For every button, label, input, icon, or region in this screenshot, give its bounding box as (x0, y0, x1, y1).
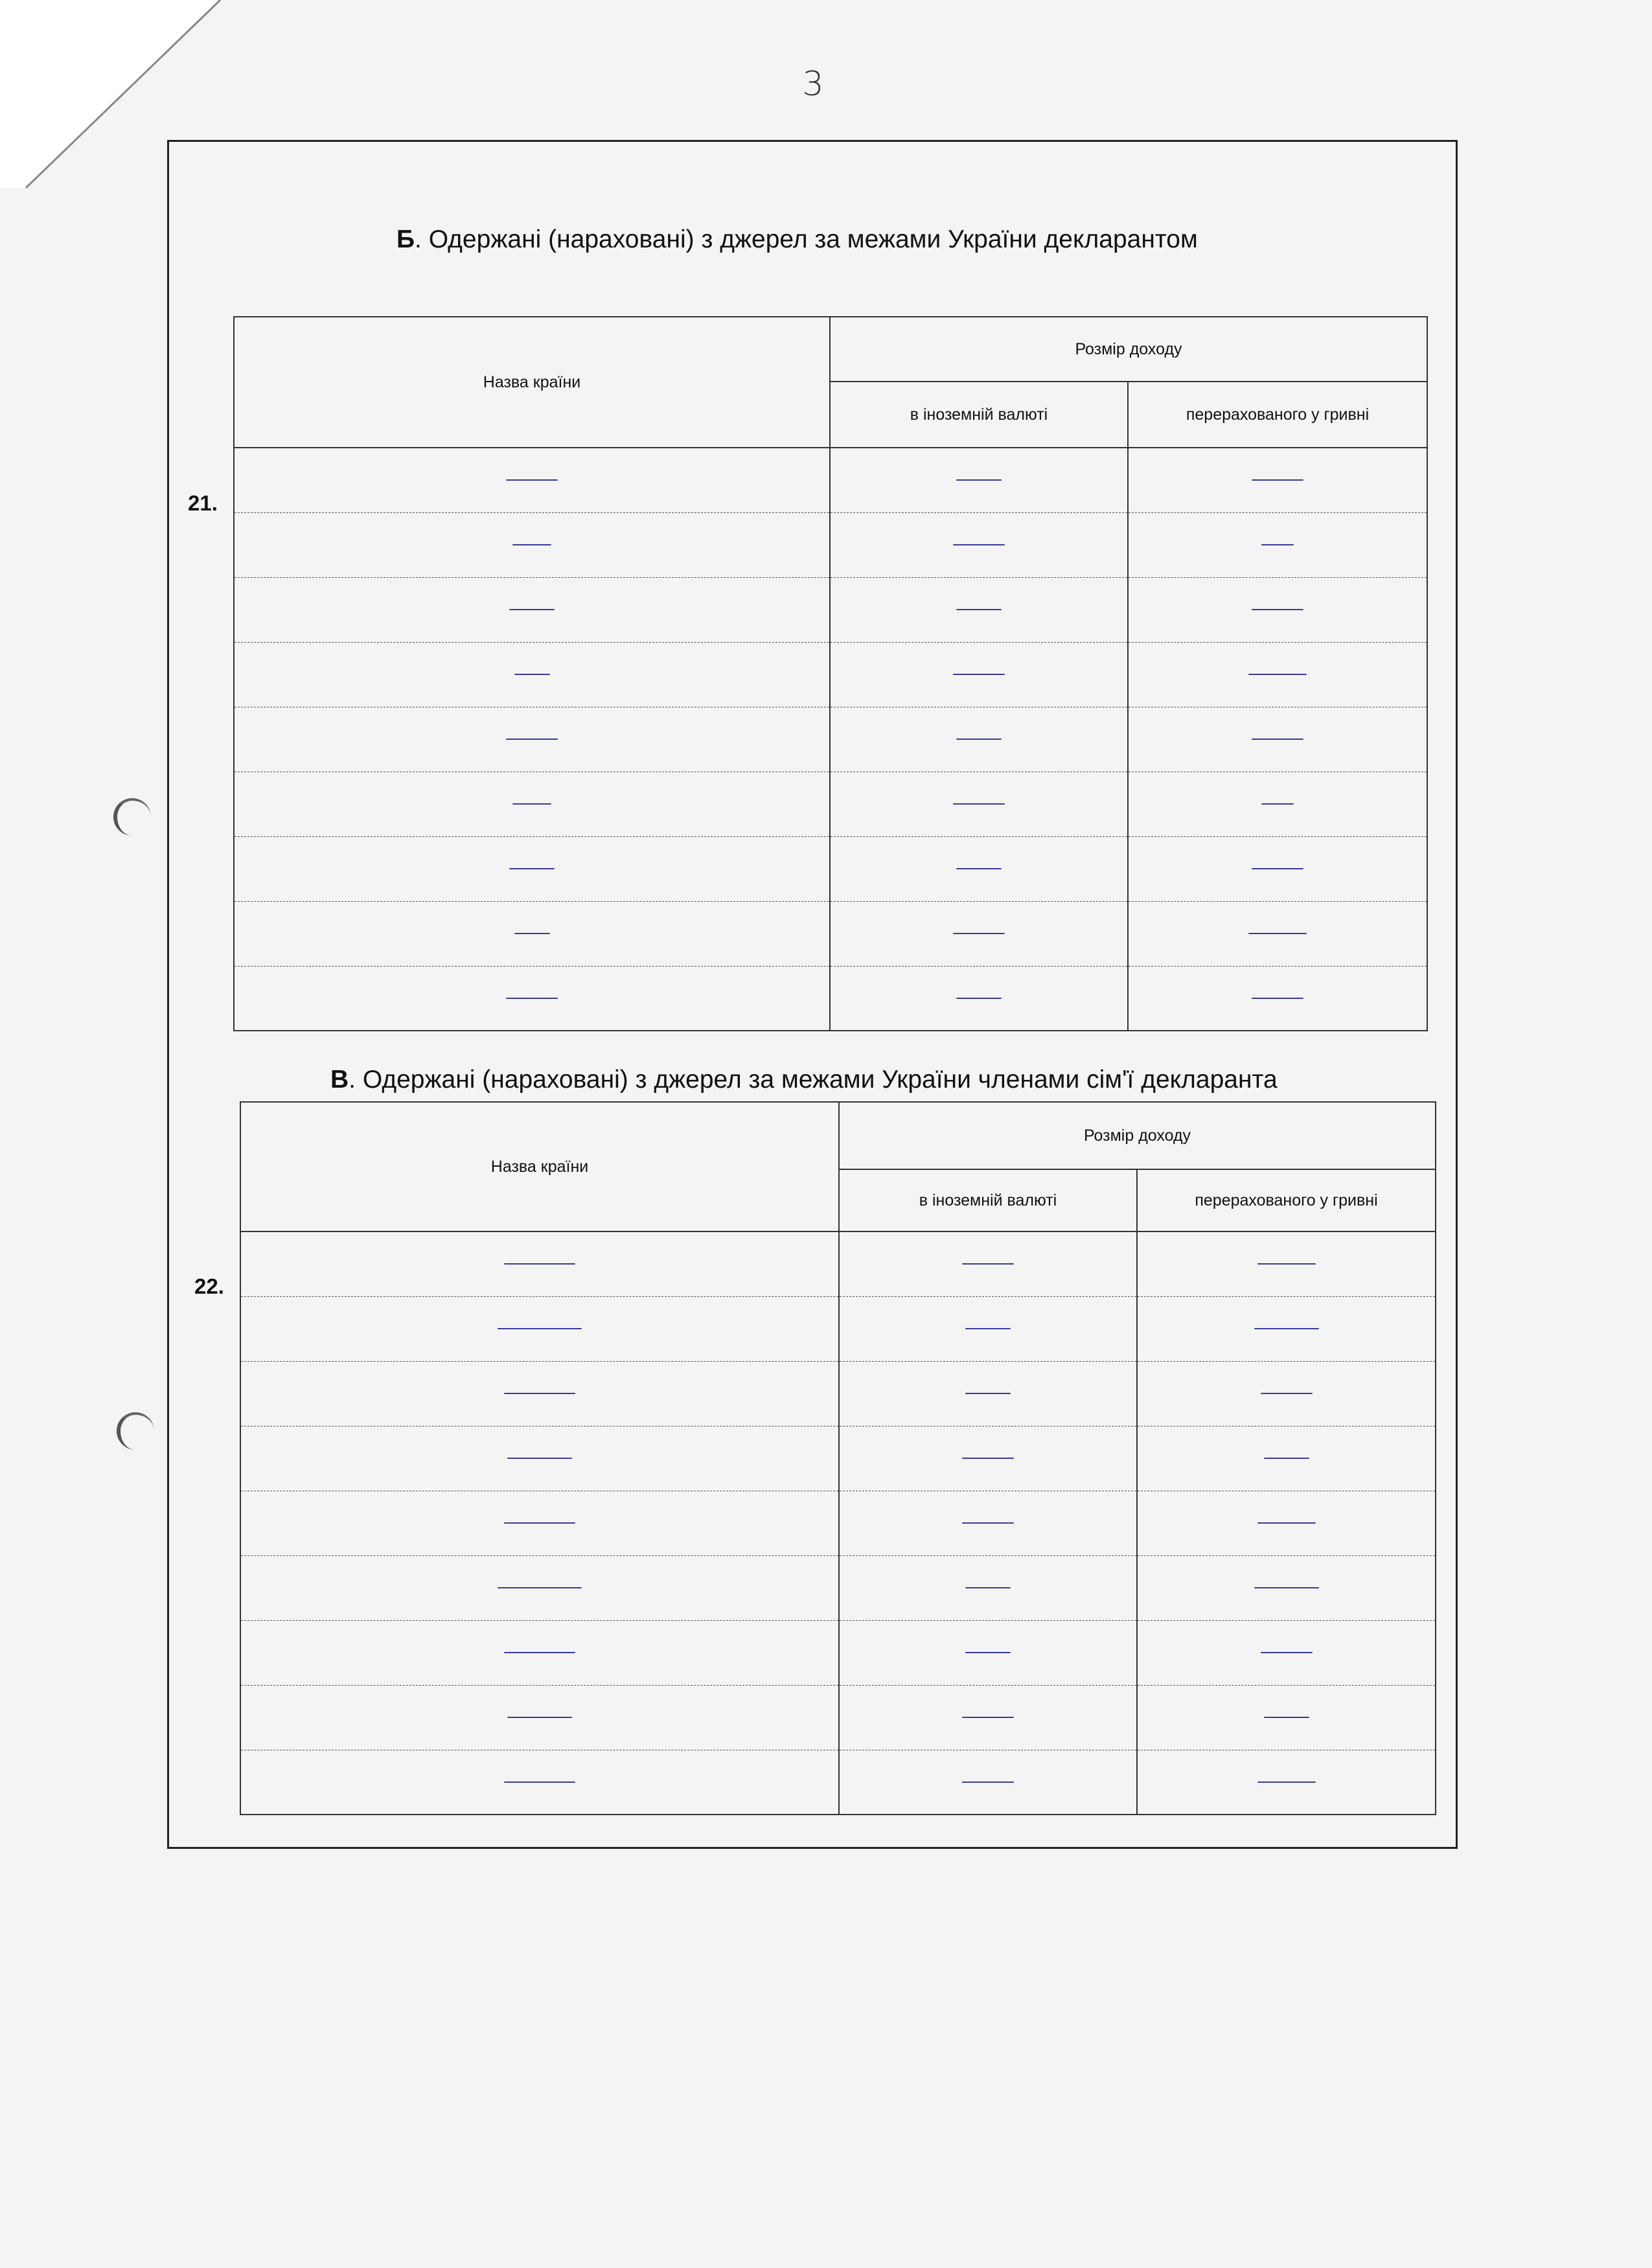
handwritten-dash (962, 1522, 1014, 1524)
foreign-currency-cell (839, 1555, 1137, 1620)
handwritten-dash (506, 739, 558, 740)
foreign-currency-cell (839, 1750, 1137, 1815)
handwritten-dash (504, 1652, 575, 1653)
handwritten-dash (504, 1263, 575, 1265)
handwritten-dash (507, 1717, 572, 1718)
handwritten-dash (965, 1652, 1011, 1653)
converted-uah-header: перерахованого у гривні (1137, 1169, 1436, 1231)
income-size-header: Розмір доходу (839, 1102, 1436, 1169)
handwritten-dash (1257, 1263, 1316, 1265)
table-row (234, 836, 1427, 901)
converted-uah-cell (1128, 966, 1427, 1031)
converted-uah-cell (1128, 707, 1427, 772)
handwritten-dash (1257, 1781, 1316, 1783)
handwritten-dash (504, 1781, 575, 1783)
handwritten-dash (962, 1717, 1014, 1718)
country-cell (240, 1426, 839, 1491)
handwritten-dash (962, 1458, 1014, 1459)
foreign-currency-cell (839, 1426, 1137, 1491)
table-row (234, 901, 1427, 966)
table-row (240, 1685, 1436, 1750)
handwritten-dash (498, 1587, 582, 1588)
table-row (240, 1296, 1436, 1361)
handwritten-dash (956, 739, 1002, 740)
handwritten-dash (962, 1263, 1014, 1265)
foreign-currency-cell (830, 836, 1128, 901)
table-row (234, 577, 1427, 642)
income-size-header: Розмір доходу (830, 317, 1427, 382)
handwritten-dash (1261, 1393, 1313, 1394)
converted-uah-cell (1128, 577, 1427, 642)
handwritten-dash (1264, 1717, 1309, 1718)
foreign-currency-cell (839, 1620, 1137, 1685)
handwritten-dash (1257, 1522, 1316, 1524)
handwritten-dash (514, 933, 550, 934)
handwritten-dash (965, 1393, 1011, 1394)
handwritten-dash (1248, 933, 1307, 934)
handwritten-dash (512, 544, 551, 545)
country-cell (240, 1231, 839, 1296)
table-row (234, 512, 1427, 577)
country-cell (240, 1555, 839, 1620)
table-row (234, 642, 1427, 707)
converted-uah-cell (1137, 1426, 1436, 1491)
foreign-currency-cell (830, 772, 1128, 836)
foreign-currency-cell (839, 1491, 1137, 1555)
table-row (240, 1750, 1436, 1815)
converted-uah-cell (1137, 1361, 1436, 1426)
foreign-currency-cell (830, 642, 1128, 707)
country-cell (234, 512, 830, 577)
handwritten-dash (953, 544, 1005, 545)
handwritten-dash (956, 998, 1002, 999)
handwritten-dash (1252, 868, 1303, 869)
country-cell (234, 642, 830, 707)
converted-uah-cell (1128, 901, 1427, 966)
section-c-table (240, 1101, 1436, 1815)
handwritten-dash (956, 609, 1002, 610)
handwritten-dash (1261, 803, 1294, 805)
section-b-table (233, 316, 1428, 1031)
section-c-title (330, 1066, 1278, 1094)
handwritten-dash (953, 933, 1005, 934)
table-row (240, 1231, 1436, 1296)
country-cell (234, 836, 830, 901)
handwritten-dash (509, 609, 555, 610)
table-row (234, 772, 1427, 836)
handwritten-dash (507, 1458, 572, 1459)
foreign-currency-cell (830, 577, 1128, 642)
section-c-title-text: . Одержані (нараховані) з джерел за межами України членами сім'ї декларанта (349, 1066, 1278, 1094)
handwritten-dash (514, 674, 550, 675)
country-cell (240, 1620, 839, 1685)
handwritten-dash (506, 479, 558, 481)
section-c-letter: В (330, 1066, 349, 1094)
country-cell (240, 1750, 839, 1815)
handwritten-dash (512, 803, 551, 805)
table-row (240, 1620, 1436, 1685)
row-number-22: 22. (194, 1274, 224, 1298)
handwritten-dash (1248, 674, 1307, 675)
foreign-currency-cell (839, 1685, 1137, 1750)
handwritten-dash (498, 1328, 582, 1329)
country-cell (234, 577, 830, 642)
converted-uah-cell (1128, 448, 1427, 512)
handwritten-dash (953, 803, 1005, 805)
section-b-title-text: . Одержані (нараховані) з джерел за межами України декларантом (415, 225, 1198, 253)
foreign-currency-cell (830, 448, 1128, 512)
handwritten-dash (1254, 1328, 1319, 1329)
row-number-21: 21. (188, 491, 218, 515)
section-b-letter: Б (396, 225, 415, 253)
country-cell (240, 1361, 839, 1426)
country-header: Назва країни (234, 317, 830, 448)
converted-uah-cell (1137, 1750, 1436, 1815)
converted-uah-cell (1128, 772, 1427, 836)
handwritten-dash (504, 1393, 575, 1394)
converted-uah-cell (1137, 1555, 1436, 1620)
handwritten-dash (1261, 544, 1294, 545)
punch-hole-top (113, 798, 151, 836)
foreign-currency-cell (830, 512, 1128, 577)
handwritten-dash (506, 998, 558, 999)
handwritten-dash (1264, 1458, 1309, 1459)
converted-uah-cell (1137, 1620, 1436, 1685)
converted-uah-cell (1128, 642, 1427, 707)
country-cell (234, 901, 830, 966)
foreign-currency-cell (830, 707, 1128, 772)
converted-uah-header: перерахованого у гривні (1128, 382, 1427, 448)
handwritten-dash (1252, 998, 1303, 999)
handwritten-dash (1252, 739, 1303, 740)
foreign-currency-cell (839, 1231, 1137, 1296)
punch-hole-bottom (117, 1412, 154, 1450)
country-header: Назва країни (240, 1102, 839, 1231)
country-cell (234, 772, 830, 836)
table-row (240, 1426, 1436, 1491)
handwritten-dash (504, 1522, 575, 1524)
country-cell (240, 1491, 839, 1555)
handwritten-dash (956, 868, 1002, 869)
handwritten-dash (956, 479, 1002, 481)
handwritten-dash (1261, 1652, 1313, 1653)
country-cell (234, 448, 830, 512)
handwritten-dash (509, 868, 555, 869)
table-row (234, 448, 1427, 512)
country-cell (234, 707, 830, 772)
handwritten-dash (953, 674, 1005, 675)
handwritten-dash (965, 1328, 1011, 1329)
foreign-currency-cell (839, 1361, 1137, 1426)
foreign-currency-header: в іноземній валюті (830, 382, 1128, 448)
table-row (240, 1555, 1436, 1620)
handwritten-dash (965, 1587, 1011, 1588)
handwritten-dash (1252, 609, 1303, 610)
page-number: 3 (802, 65, 824, 104)
table-row (240, 1361, 1436, 1426)
country-cell (240, 1685, 839, 1750)
country-cell (234, 966, 830, 1031)
handwritten-dash (962, 1781, 1014, 1783)
converted-uah-cell (1137, 1231, 1436, 1296)
country-cell (240, 1296, 839, 1361)
converted-uah-cell (1128, 836, 1427, 901)
table-row (234, 707, 1427, 772)
table-row (240, 1491, 1436, 1555)
foreign-currency-header: в іноземній валюті (839, 1169, 1137, 1231)
handwritten-dash (1254, 1587, 1319, 1588)
converted-uah-cell (1137, 1685, 1436, 1750)
section-b-title (396, 225, 1198, 254)
converted-uah-cell (1137, 1491, 1436, 1555)
foreign-currency-cell (830, 966, 1128, 1031)
handwritten-dash (1252, 479, 1303, 481)
converted-uah-cell (1128, 512, 1427, 577)
foreign-currency-cell (830, 901, 1128, 966)
foreign-currency-cell (839, 1296, 1137, 1361)
converted-uah-cell (1137, 1296, 1436, 1361)
table-row (234, 966, 1427, 1031)
